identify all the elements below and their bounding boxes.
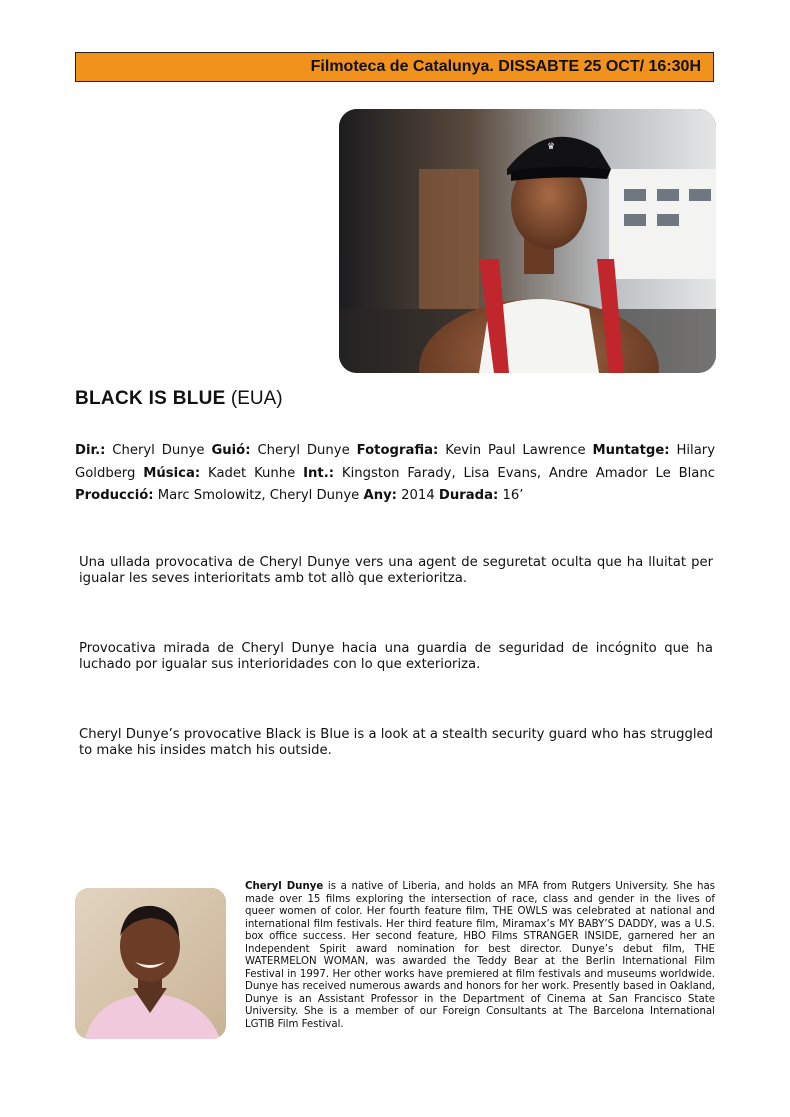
description-catalan: Una ullada provocativa de Cheryl Dunye vers una agent de seguretat oculta que ha lluitat per igualar les seves interioritats amb tot allò que exterioritza. [79, 555, 713, 586]
screening-info: Filmoteca de Catalunya. DISSABTE 25 OCT/ 16:30H [310, 58, 701, 75]
credit-label-durada: Durada: [438, 488, 499, 503]
bio-name: Cheryl Dunye [245, 881, 324, 892]
credit-label-produccio: Producció: [75, 488, 154, 503]
credit-label-int: Int.: [303, 465, 335, 481]
credit-label-musica: Música: [143, 465, 201, 481]
description-english: Cheryl Dunye’s provocative Black is Blue is a look at a stealth security guard who has struggled to make his insides match his outside. [79, 727, 713, 758]
director-portrait [75, 888, 226, 1039]
film-country: (EUA) [230, 388, 283, 409]
credit-guio: Cheryl Dunye [257, 443, 350, 458]
credit-label-any: Any: [363, 488, 397, 503]
film-title-line [75, 388, 283, 410]
film-credits [75, 440, 715, 508]
bio-text: is a native of Liberia, and holds an MFA from Rutgers University. She has made over 15 films exploring the intersection of race, class and gender in the lives of queer women of color. Her fourth feature film, THE OWLS was celebrated at national and international film festivals. Her third feature film, Miramax’s MY BABY’S DADDY, was a U.S. box office success. Her second feature, HBO Films STRANGER INSIDE, garnered her an Independent Spirit award nomination for best director. Dunye’s debut film, THE WATERMELON WOMAN, was awarded the Teddy Bear at the Berlin International Film Festival in 1997. Her other works have premiered at film festivals and museums worldwide. Dunye has received numerous awards and honors for her work. Presently based in Oakland, Dunye is an Assistant Professor in the Department of Cinema at San Francisco State University. She is a member of our Foreign Consultants at The Barcelona International LGTIB Film Festival. [245, 881, 715, 1031]
film-title: BLACK IS BLUE [75, 388, 226, 409]
description-spanish: Provocativa mirada de Cheryl Dunye hacia una guardia de seguridad de incógnito que ha luchado por igualar sus interioridades con lo que exterioriza. [79, 641, 713, 672]
credit-durada: 16’ [502, 488, 524, 503]
screening-header [75, 52, 714, 82]
credit-any: 2014 [401, 488, 435, 503]
credit-muntatge: Hilary Goldberg [75, 443, 716, 481]
credit-fotografia: Kevin Paul Lawrence [445, 443, 586, 458]
svg-text:♛: ♛ [546, 142, 556, 152]
credit-label-muntatge: Muntatge: [592, 443, 670, 458]
credit-label-dir: Dir.: [75, 443, 106, 458]
credit-musica: Kadet Kunhe [208, 465, 296, 481]
director-bio [245, 881, 715, 1032]
credit-dir: Cheryl Dunye [112, 443, 205, 458]
film-still-image [339, 109, 716, 373]
credit-label-guio: Guió: [211, 443, 251, 458]
credit-label-fotografia: Fotografia: [356, 443, 439, 458]
credit-int: Kingston Farady, Lisa Evans, Andre Amador Le Blanc [341, 465, 715, 481]
credit-produccio: Marc Smolowitz, Cheryl Dunye [157, 488, 360, 503]
